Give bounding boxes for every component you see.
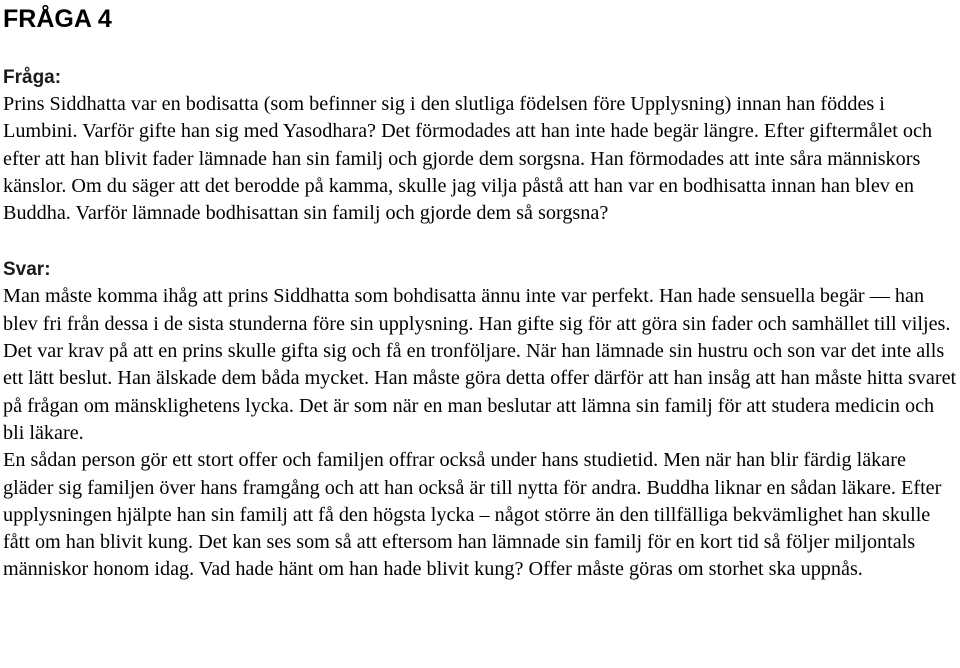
document-page xyxy=(3,0,960,584)
answer-paragraph: En sådan person gör ett stort offer och familjen offrar också under hans studietid. Men när han blir färdig läkare gläder sig familjen över hans framgång och att han också är till nytta för andra. Buddha liknar en sådan läkare. Efter upplysningen hjälpte han sin familj att få den högsta lycka – något större än den tillfälliga bekvämlighet han skulle fått om han blivit kung. Det kan ses som så att eftersom han lämnade sin familj för en kort tid så följer miljontals människor honom idag. Vad hade hänt om han hade blivit kung? Offer måste göras om storhet ska uppnås. xyxy=(3,449,942,581)
answer-paragraph: Man måste komma ihåg att prins Siddhatta som bohdisatta ännu inte var perfekt. Han hade sensuella begär — han blev fri från dessa i de sista stunderna före sin upplysning. Han gifte sig för att göra sin fader och samhället till viljes. Det var krav på att en prins skulle gifta sig och få en tronföljare. När han lämnade sin hustru och son var det inte alls ett lätt beslut. Han älskade dem båda mycket. Han måste göra detta offer därför att han insåg att han måste hitta svaret på frågan om mänsklighetens lycka. Det är som när en man beslutar att lämna sin familj för att studera medicin och bli läkare. xyxy=(3,285,957,444)
page-title: FRÅGA 4 xyxy=(3,5,112,33)
question-text: Prins Siddhatta var en bodisatta (som befinner sig i den slutliga födelsen före Upplysning) innan han föddes i Lumbini. Varför gifte han sig med Yasodhara? Det förmodades att han inte hade begär längre. Efter giftermålet och efter att han blivit fader lämnade han sin familj och gjorde dem sorgsna. Han förmodades att inte såra människors känslor. Om du säger att det berodde på kamma, skulle jag vilja påstå att han var en bodhisatta innan han blev en Buddha. Varför lämnade bodhisattan sin familj och gjorde dem så sorgsna? xyxy=(3,93,933,225)
answer-label: Svar: xyxy=(3,259,51,281)
question-label: Fråga: xyxy=(3,67,62,88)
